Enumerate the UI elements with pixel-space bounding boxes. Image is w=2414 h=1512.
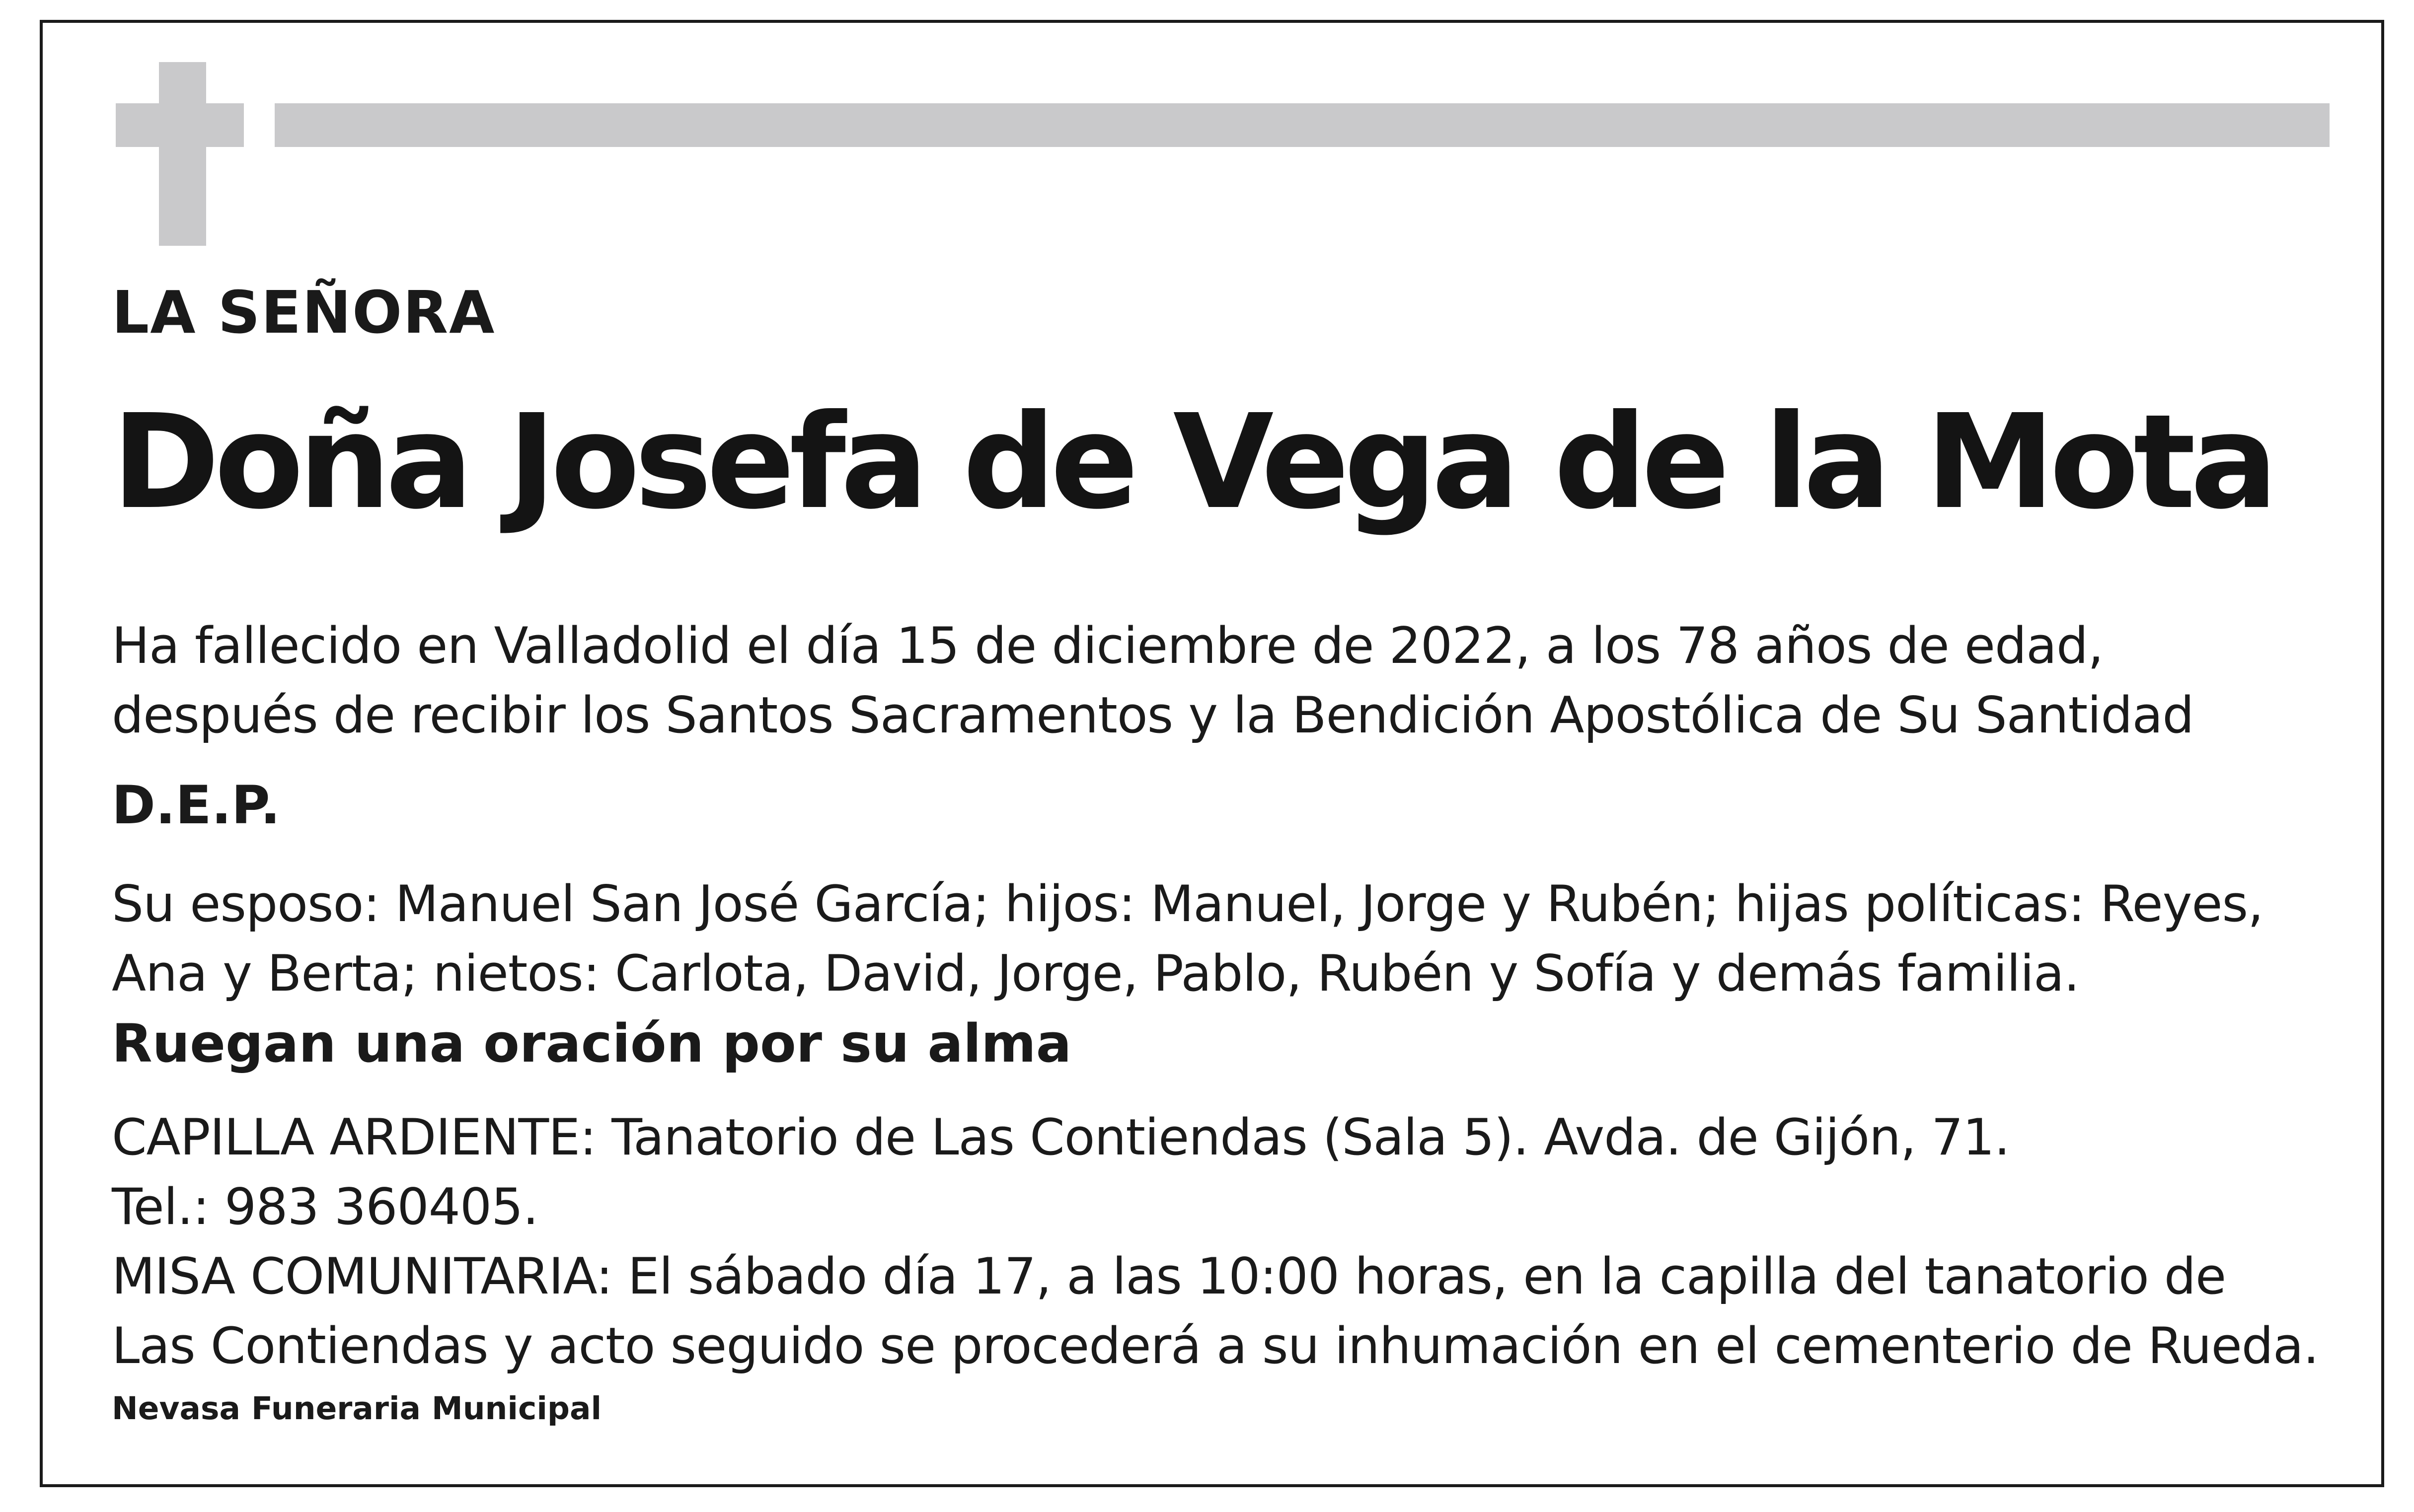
header-bar (275, 103, 2330, 147)
funeral-home-name: Nevasa Funeraria Municipal (112, 1390, 602, 1427)
ceremony-details (112, 1102, 2319, 1380)
ceremony-line: Tel.: 983 360405. (112, 1177, 538, 1236)
honorific-title: LA SEÑORA (112, 278, 496, 347)
cross-horizontal-arm (116, 103, 244, 147)
death-line: después de recibir los Santos Sacramentos y la Bendición Apostólica de Su Santidad (112, 686, 2194, 744)
ceremony-line: Las Contiendas y acto seguido se procederá a su inhumación en el cementerio de Rueda. (112, 1316, 2319, 1375)
cross-vertical-arm (159, 62, 206, 246)
ceremony-line: CAPILLA ARDIENTE: Tanatorio de Las Contiendas (Sala 5). Avda. de Gijón, 71. (112, 1108, 2010, 1166)
family-line: Ana y Berta; nietos: Carlota, David, Jorge, Pablo, Rubén y Sofía y demás familia. (112, 944, 2080, 1003)
deceased-name: Doña Josefa de Vega de la Mota (112, 386, 2273, 538)
dep-abbreviation: D.E.P. (112, 775, 281, 836)
prayer-request: Ruegan una oración por su alma (112, 1013, 1072, 1074)
ceremony-line: MISA COMUNITARIA: El sábado día 17, a las 10:00 horas, en la capilla del tanatorio de (112, 1247, 2226, 1305)
family-line: Su esposo: Manuel San José García; hijos: Manuel, Jorge y Rubén; hijas políticas: Reyes, (112, 874, 2263, 933)
death-line: Ha fallecido en Valladolid el día 15 de diciembre de 2022, a los 78 años de edad, (112, 616, 2104, 675)
family-list (112, 869, 2263, 1008)
death-announcement (112, 611, 2193, 750)
